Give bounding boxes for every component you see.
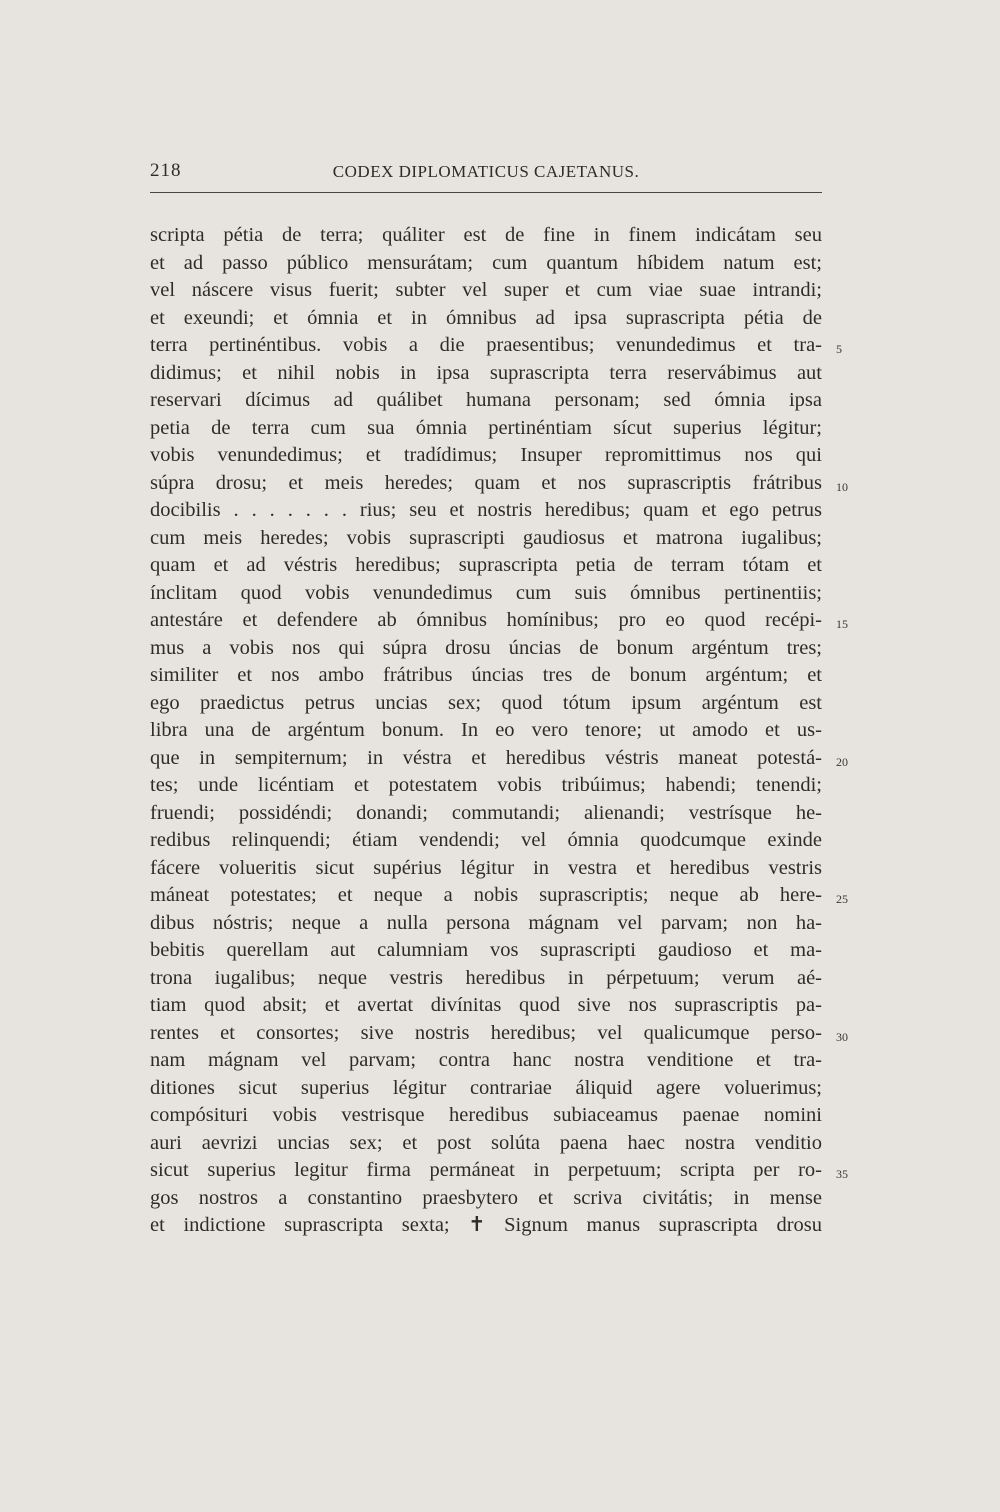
- page-number: 218: [150, 160, 182, 181]
- line-number: 30: [836, 1029, 848, 1044]
- body-text: [150, 222, 822, 1240]
- line-number: 10: [836, 479, 848, 494]
- text-line: docibilis . . . . . . . rius; seu et nostris heredibus; quam et ego petrus: [150, 499, 822, 521]
- text-line: mus a vobis nos qui súpra drosu úncias de bonum argéntum tres;: [150, 636, 822, 659]
- line-number: 25: [836, 892, 848, 906]
- running-title: CODEX DIPLOMATICUS CAJETANUS.: [332, 162, 640, 181]
- line-number: 5: [836, 342, 842, 356]
- text-line: tes; unde licéntiam et potestatem vobis tribúimus; habendi; tenendi;: [150, 774, 822, 796]
- text-line: fácere volueritis sicut supérius légitur in vestra et heredibus vestris: [150, 856, 822, 879]
- text-line: bebitis querellam aut calumniam vos suprascripti gaudioso et ma-: [150, 939, 822, 961]
- text-line: sicut superius legitur firma permáneat in perpetuum; scripta per ro-: [150, 1159, 822, 1181]
- text-line: fruendi; possidéndi; donandi; commutandi; alienandi; vestrísque he-: [150, 801, 822, 824]
- text-line: vobis venundedimus; et tradídimus; Insuper repromittimus nos qui: [150, 444, 822, 466]
- text-line: gos nostros a constantino praesbytero et scriva civitátis; in mense: [150, 1186, 822, 1209]
- text-line: terra pertinéntibus. vobis a die praesentibus; venundedimus et tra-: [150, 334, 822, 356]
- text-line: dibus nóstris; neque a nulla persona mágnam vel parvam; non ha-: [150, 911, 822, 934]
- text-line: ínclitam quod vobis venundedimus cum suis ómnibus pertinentiis;: [150, 581, 822, 604]
- text-line: libra una de argéntum bonum. In eo vero tenore; ut amodo et us-: [150, 719, 822, 741]
- text-line: et indictione suprascripta sexta; ✝ Signum manus suprascripta drosu: [150, 1214, 822, 1236]
- text-line: súpra drosu; et meis heredes; quam et nos suprascriptis frátribus: [150, 471, 822, 494]
- text-line: que in sempiternum; in véstra et heredibus véstris maneat potestá-: [150, 746, 822, 769]
- page-header: [150, 160, 822, 190]
- line-number: 20: [836, 754, 848, 769]
- text-line: rentes et consortes; sive nostris heredibus; vel qualicumque perso-: [150, 1021, 822, 1044]
- header-rule: [150, 192, 822, 193]
- text-line: scripta pétia de terra; quáliter est de fine in finem indicátam seu: [150, 224, 822, 246]
- text-line: máneat potestates; et neque a nobis suprascriptis; neque ab here-: [150, 884, 822, 906]
- text-line: antestáre et defendere ab ómnibus homínibus; pro eo quod recépi-: [150, 609, 822, 631]
- text-line: ditiones sicut superius légitur contrariae áliquid agere voluerimus;: [150, 1076, 822, 1099]
- text-line: petia de terra cum sua ómnia pertinéntiam sícut superius légitur;: [150, 416, 822, 439]
- text-line: compósituri vobis vestrisque heredibus subiaceamus paenae nomini: [150, 1104, 822, 1126]
- text-line: et exeundi; et ómnia et in ómnibus ad ipsa suprascripta pétia de: [150, 306, 822, 329]
- text-line: nam mágnam vel parvam; contra hanc nostra venditione et tra-: [150, 1049, 822, 1071]
- text-line: ego praedictus petrus uncias sex; quod tótum ipsum argéntum est: [150, 691, 822, 714]
- text-line: tiam quod absit; et avertat divínitas quod sive nos suprascriptis pa-: [150, 994, 822, 1016]
- text-line: cum meis heredes; vobis suprascripti gaudiosus et matrona iugalibus;: [150, 526, 822, 549]
- text-line: quam et ad véstris heredibus; suprascripta petia de terram tótam et: [150, 554, 822, 576]
- text-line: auri aevrizi uncias sex; et post solúta paena haec nostra venditio: [150, 1131, 822, 1154]
- line-number: 35: [836, 1167, 848, 1181]
- text-line: reservari dícimus ad quálibet humana personam; sed ómnia ipsa: [150, 389, 822, 411]
- line-number: 15: [836, 617, 848, 631]
- text-line: similiter et nos ambo frátribus úncias tres de bonum argéntum; et: [150, 664, 822, 686]
- text-line: redibus relinquendi; étiam vendendi; vel ómnia quodcumque exinde: [150, 829, 822, 851]
- text-line: didimus; et nihil nobis in ipsa suprascripta terra reservábimus aut: [150, 361, 822, 384]
- text-line: vel náscere visus fuerit; subter vel super et cum viae suae intrandi;: [150, 279, 822, 301]
- text-line: et ad passo público mensurátam; cum quantum híbidem natum est;: [150, 251, 822, 274]
- text-line: trona iugalibus; neque vestris heredibus in pérpetuum; verum aé-: [150, 966, 822, 989]
